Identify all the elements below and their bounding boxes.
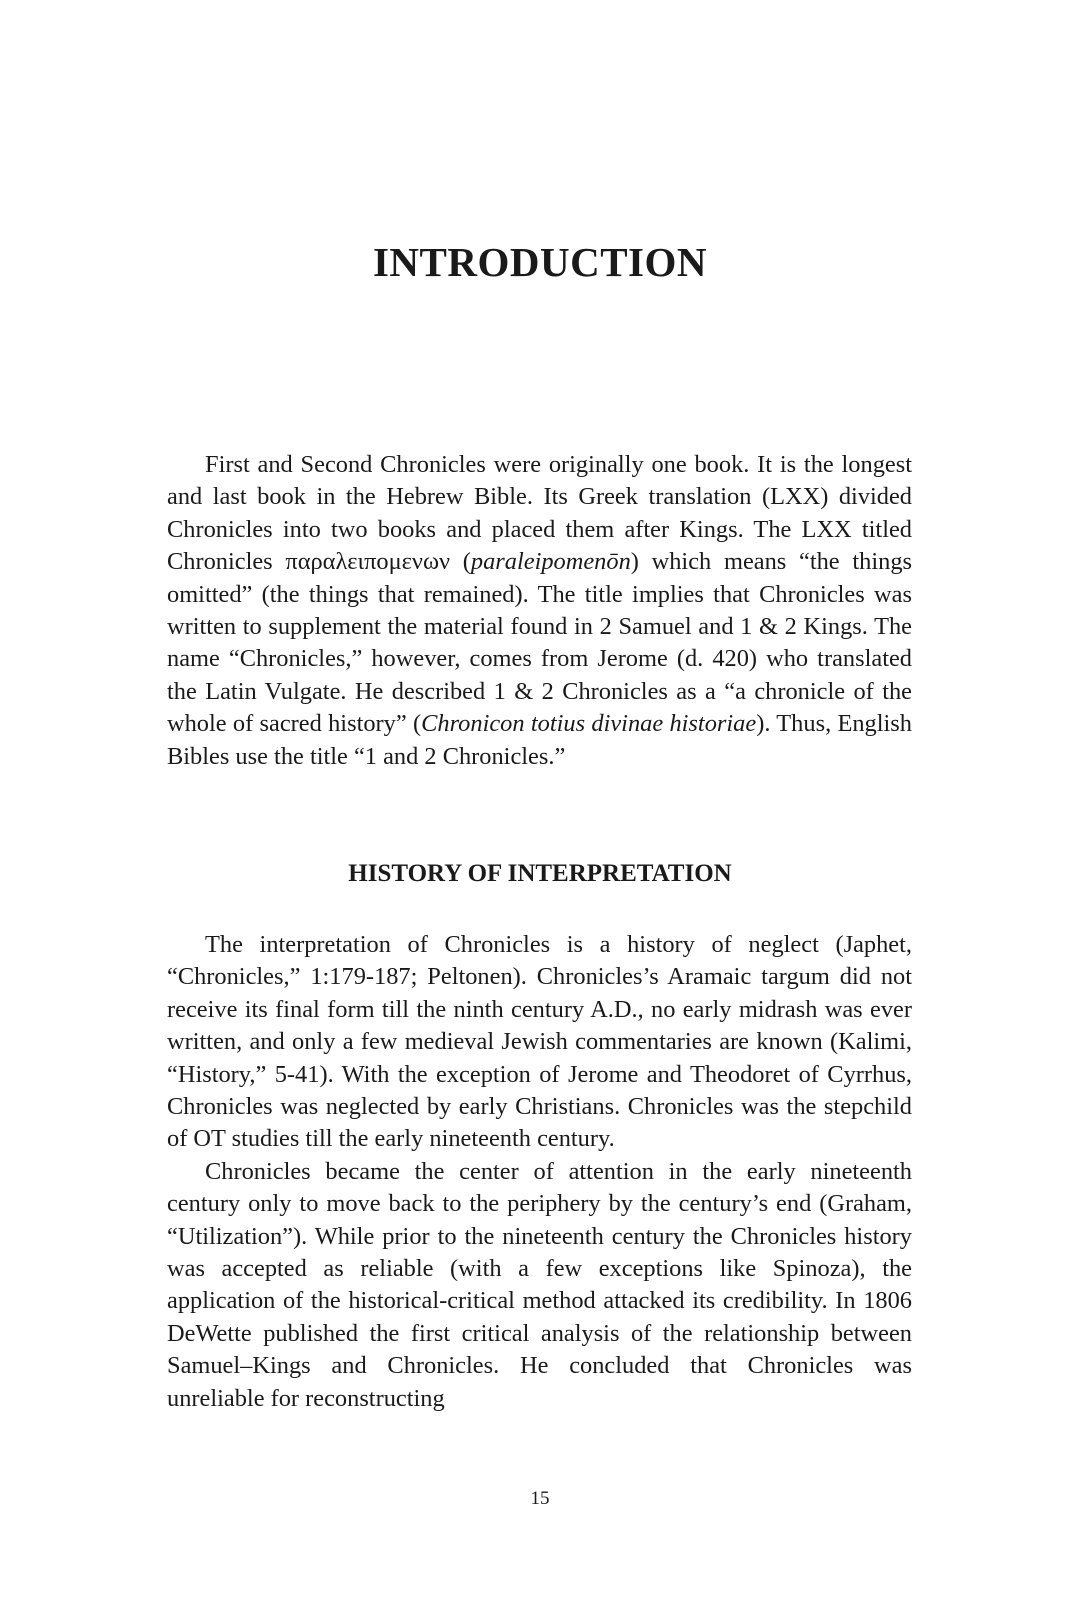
latin-title: Chronicon totius divinae historiae <box>421 710 757 738</box>
history-paragraph-1: The interpretation of Chronicles is a history of neglect (Japhet, “Chronicles,” 1:179-187; Peltonen). Chronicles’s Aramaic targum did not receive its final form till the ninth century A.D., no early midrash was ever written, and only a few medieval Jewish commentaries are known (Kalimi, “History,” 5-41). With the exception of Jerome and Theodoret of Cyrrhus, Chronicles was neglected by early Christians. Chronicles was the stepchild of OT studies till the early nineteenth century. <box>167 931 912 1153</box>
intro-text-part-3: ). Thus, English Bibles use the title “1 and 2 Chronicles.” <box>167 710 912 770</box>
greek-transliteration: paraleipomenōn <box>470 548 631 576</box>
intro-text <box>167 449 912 773</box>
history-paragraph-2: Chronicles became the center of attention in the early nineteenth century only to move back to the periphery by the century’s end (Graham, “Utilization”). While prior to the nineteenth century the Chronicles history was accepted as reliable (with a few exceptions like Spinoza), the application of the historical-critical method attacked its credibility. In 1806 DeWette published the first critical analysis of the relationship between Samuel–Kings and Chronicles. He concluded that Chronicles was unreliable for reconstructing <box>167 1157 912 1412</box>
intro-text-part-2: ) which means “the things omitted” (the things that remained). The title implies that Chronicles was written to supplement the material found in 2 Samuel and 1 & 2 Kings. The name “Chronicles,” however, comes from Jerome (d. 420) who translated the Latin Vulgate. He described 1 & 2 Chronicles as a “a chronicle of the whole of sacred history” ( <box>167 548 913 738</box>
intro-paragraph <box>167 449 912 773</box>
history-section <box>167 929 912 1415</box>
chapter-title: INTRODUCTION <box>372 239 708 285</box>
page-number: 15 <box>530 1488 550 1509</box>
intro-text-part-1: First and Second Chronicles were originally one book. It is the longest and last book in the Hebrew Bible. Its Greek translation (LXX) divided Chronicles into two books and placed them after Kings. The LXX titled Chronicles παραλειπομενων ( <box>167 451 912 576</box>
section-heading: HISTORY OF INTERPRETATION <box>348 860 732 887</box>
